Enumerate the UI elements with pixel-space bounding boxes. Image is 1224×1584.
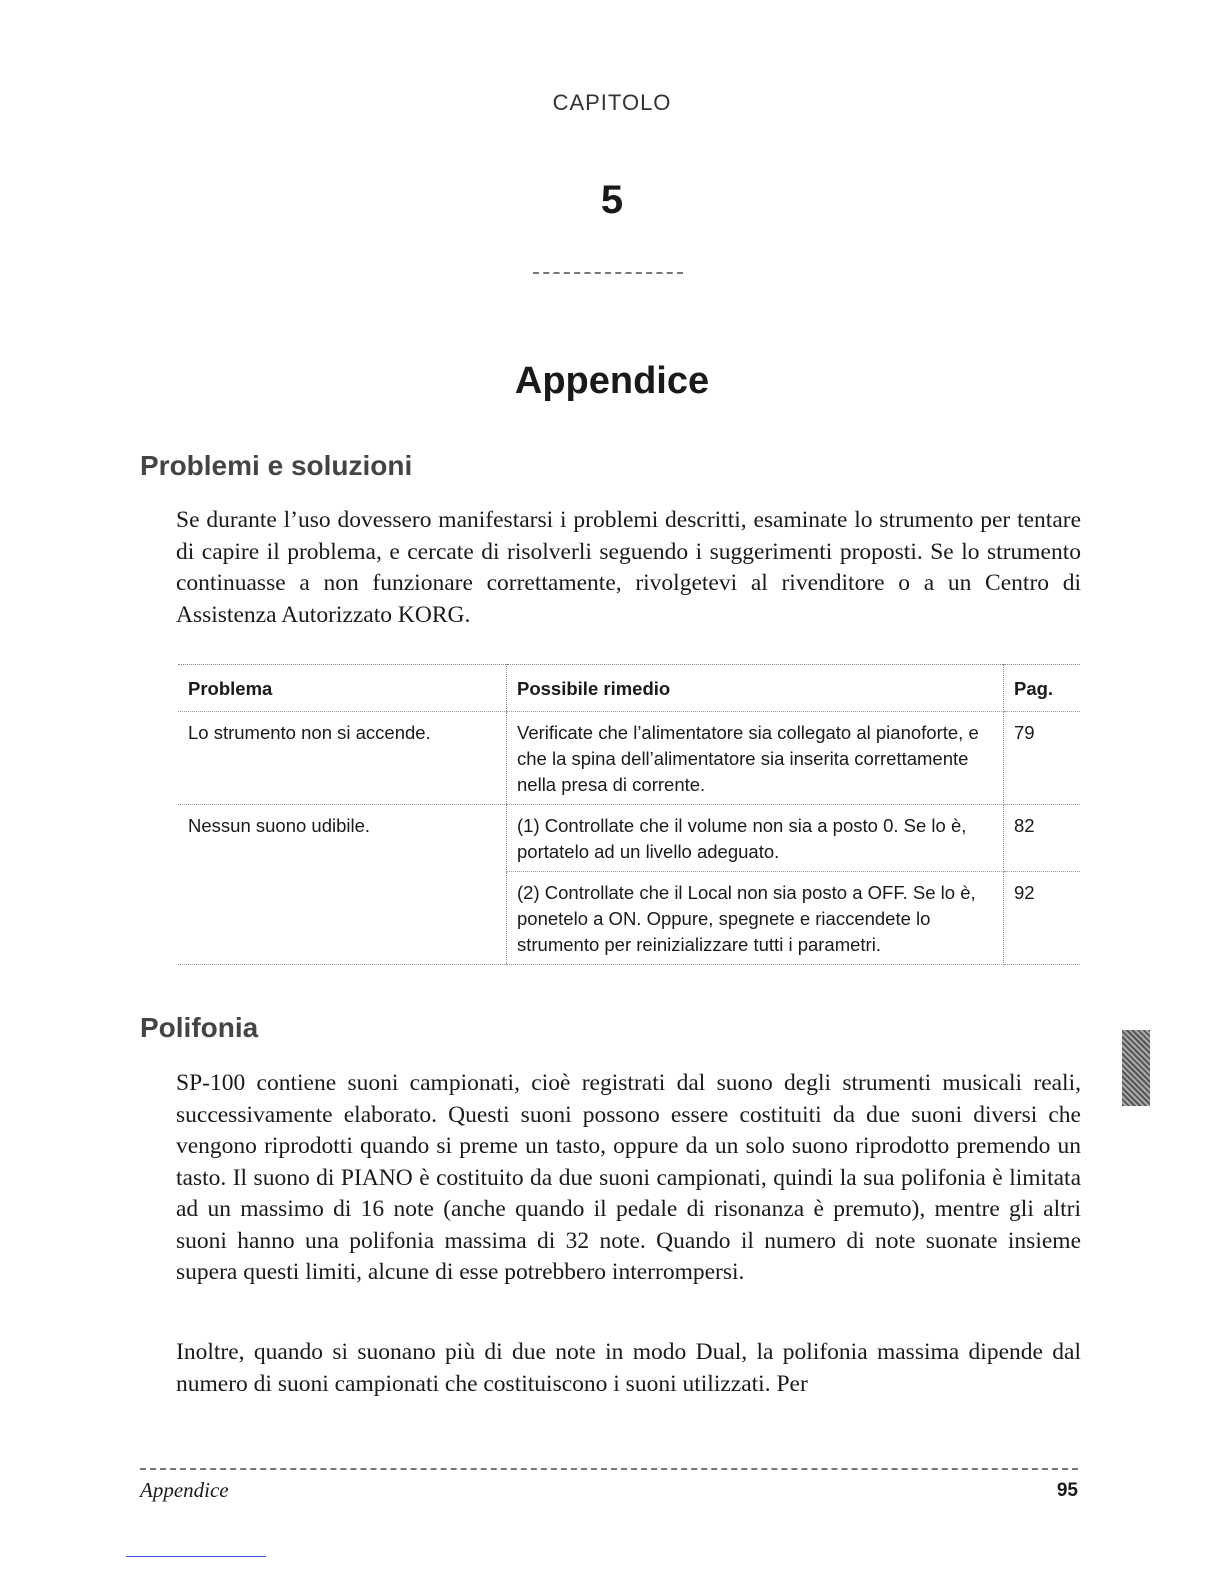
polifonia-paragraph-1: SP-100 contiene suoni campionati, cioè registrati dal suono degli strumenti musicali reali, successivamente elaborato. Questi suoni possono essere costituiti da due suoni diversi che vengono riprodotti quando si preme un tasto, oppure da un solo suono riprodotto premendo un tasto. Il suono di PIANO è costituito da due suoni campionati, quindi la sua polifonia è limitata ad un massimo di 16 note (anche quando il pedale di risonanza è premuto), mentre gli altri suoni hanno una polifonia massima di 32 note. Quando il numero di note suonate insieme supera questi limiti, alcune di esse potrebbero interrompersi.: [176, 1070, 1081, 1285]
table-row: [178, 805, 1080, 872]
footer-section-name: Appendice: [140, 1478, 229, 1502]
remedy-cell: Verificate che l’alimentatore sia collegato al pianoforte, e che la spina dell’alimentatore sia inserita correttamente nella presa di corrente.: [507, 712, 1004, 805]
remedy-cell: (1) Controllate che il volume non sia a posto 0. Se lo è, portatelo ad un livello adeguato.: [507, 805, 1004, 872]
page-cell: 92: [1004, 872, 1081, 965]
problem-cell: Lo strumento non si accende.: [178, 712, 507, 805]
page-cell: 82: [1004, 805, 1081, 872]
troubleshooting-table: [178, 664, 1080, 965]
column-header-remedy: Possibile rimedio: [507, 665, 1004, 712]
chapter-number: 5: [600, 178, 624, 222]
page-title: Appendice: [514, 360, 710, 402]
problemi-intro-paragraph: Se durante l’uso dovessero manifestarsi i problemi descritti, esaminate lo strumento per tentare di capire il problema, e cercate di risolverli seguendo i suggerimenti proposti. Se lo strumento continuasse a non funzionare correttamente, rivolgetevi al rivenditore o a un Centro di Assistenza Autorizzato KORG.: [176, 507, 1081, 628]
chapter-label: CAPITOLO: [552, 90, 672, 115]
table-row: [178, 712, 1080, 805]
column-header-page: Pag.: [1004, 665, 1081, 712]
section-heading-problemi: Problemi e soluzioni: [140, 450, 413, 481]
page-number: 95: [1056, 1480, 1078, 1501]
section-heading-polifonia: Polifonia: [140, 1012, 259, 1043]
remedy-cell: (2) Controllate che il Local non sia posto a OFF. Se lo è, ponetelo a ON. Oppure, spegnete e riaccendete lo strumento per reinizializzare tutti i parametri.: [507, 872, 1004, 965]
table-header-row: [178, 665, 1080, 712]
scan-artifact-line: [126, 1556, 266, 1557]
polifonia-paragraph-2: Inoltre, quando si suonano più di due note in modo Dual, la polifonia massima dipende dal numero di suoni campionati che costituiscono i suoni utilizzati. Per: [176, 1339, 1081, 1397]
column-header-problem: Problema: [178, 665, 507, 712]
problem-cell: Nessun suono udibile.: [178, 805, 507, 965]
chapter-divider: [533, 272, 683, 274]
footer-divider: [140, 1468, 1078, 1470]
chapter-thumb-tab: [1122, 1030, 1150, 1106]
page-cell: 79: [1004, 712, 1081, 805]
